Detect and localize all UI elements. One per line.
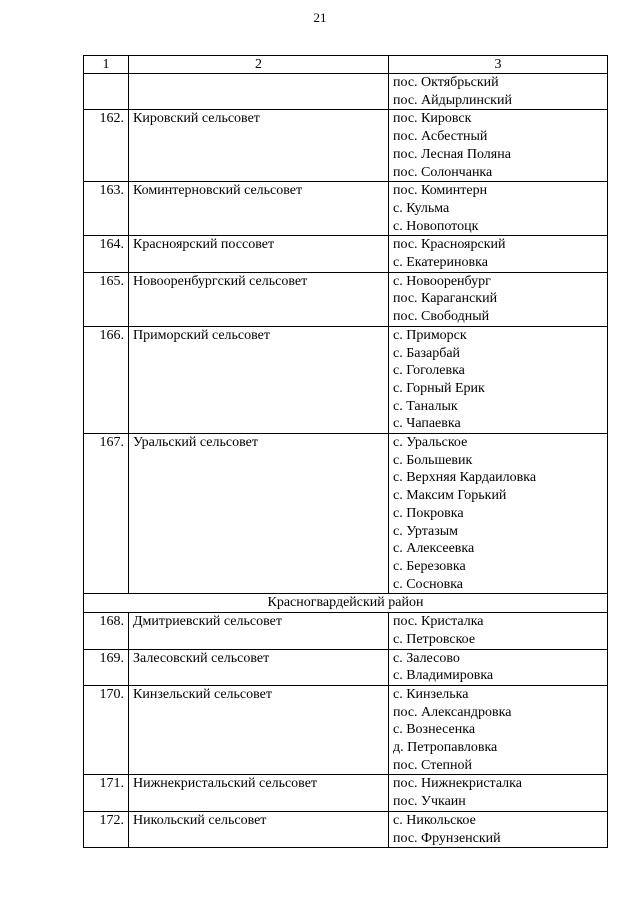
settlement-name: с. Базарбай — [393, 345, 461, 361]
table-row — [84, 685, 608, 775]
council-name: Кинзельский сельсовет — [129, 685, 389, 775]
settlement-name: пос. Кристалка — [393, 614, 484, 630]
council-name: Дмитриевский сельсовет — [129, 613, 389, 649]
settlements-cell — [389, 434, 608, 594]
settlement-name: пос. Фрунзенский — [393, 830, 501, 846]
settlement-name: с. Покровка — [393, 505, 464, 521]
settlements-cell — [389, 775, 608, 811]
settlement-name: с. Кинзелька — [393, 686, 469, 702]
settlement-name: пос. Красноярский — [393, 237, 506, 253]
table-row — [84, 434, 608, 594]
settlement-name: с. Сосновка — [393, 576, 464, 592]
settlement-name: пос. Лесная Поляна — [393, 146, 511, 162]
council-name: Кировский сельсовет — [129, 110, 389, 182]
header-col-3: 3 — [389, 56, 608, 74]
settlement-name: с. Горный Ерик — [393, 380, 485, 396]
table-row — [84, 649, 608, 685]
settlement-name: с. Большевик — [393, 452, 473, 468]
table-row — [84, 326, 608, 433]
settlements-cell — [389, 649, 608, 685]
settlement-name: с. Екатериновка — [393, 255, 488, 271]
settlement-name: с. Кульма — [393, 200, 450, 216]
council-name — [129, 74, 389, 110]
council-name: Нижнекристальский сельсовет — [129, 775, 389, 811]
table-row — [84, 613, 608, 649]
settlement-name: пос. Октябрьский — [393, 75, 499, 90]
region-header-row — [84, 594, 608, 613]
page-number: 21 — [313, 10, 327, 25]
settlement-name: с. Алексеевка — [393, 541, 475, 557]
settlement-name: пос. Александровка — [393, 704, 512, 720]
settlement-name: д. Петропавловка — [393, 740, 498, 756]
council-name: Красноярский поссовет — [129, 236, 389, 272]
table-row — [84, 272, 608, 326]
row-number: 164. — [84, 236, 129, 272]
settlement-name: с. Максим Горький — [393, 488, 507, 504]
settlement-name: с. Вознесенка — [393, 722, 476, 738]
row-number: 165. — [84, 272, 129, 326]
row-number: 168. — [84, 613, 129, 649]
row-number: 170. — [84, 685, 129, 775]
table-row — [84, 775, 608, 811]
settlement-name: с. Залесово — [393, 650, 460, 666]
settlements-cell — [389, 272, 608, 326]
table-row — [84, 182, 608, 236]
settlement-name: с. Петровское — [393, 631, 476, 647]
settlement-name: пос. Коминтерн — [393, 183, 488, 199]
council-name: Коминтерновский сельсовет — [129, 182, 389, 236]
council-name: Залесовский сельсовет — [129, 649, 389, 685]
council-name: Уральский сельсовет — [129, 434, 389, 594]
table-row — [84, 236, 608, 272]
settlement-name: с. Гоголевка — [393, 363, 465, 379]
settlements-cell — [389, 811, 608, 847]
settlement-name: с. Новооренбург — [393, 273, 491, 289]
settlement-name: с. Верхняя Кардаиловка — [393, 470, 537, 486]
header-col-1: 1 — [84, 56, 129, 74]
settlement-name: пос. Айдырлинский — [393, 92, 512, 108]
row-number: 163. — [84, 182, 129, 236]
settlement-name: с. Приморск — [393, 327, 467, 343]
council-name: Приморский сельсовет — [129, 326, 389, 433]
settlement-name: с. Чапаевка — [393, 416, 461, 432]
settlement-name: с. Уральское — [393, 435, 468, 451]
settlement-name: пос. Солончанка — [393, 164, 493, 180]
table-row — [84, 74, 608, 110]
settlements-cell — [389, 236, 608, 272]
settlements-cell — [389, 613, 608, 649]
settlements-cell — [389, 74, 608, 110]
row-number: 162. — [84, 110, 129, 182]
table-header-row — [84, 56, 608, 74]
row-number: 171. — [84, 775, 129, 811]
settlement-name: с. Никольское — [393, 812, 476, 828]
settlements-table — [83, 55, 608, 848]
settlement-name: с. Таналык — [393, 398, 458, 414]
settlement-name: пос. Свободный — [393, 309, 490, 325]
settlement-name: с. Новопотоцк — [393, 218, 479, 234]
settlements-cell — [389, 182, 608, 236]
council-name: Новооренбургский сельсовет — [129, 272, 389, 326]
row-number: 166. — [84, 326, 129, 433]
region-title: Красногвардейский район — [84, 594, 608, 613]
settlement-name: пос. Учкаин — [393, 794, 466, 810]
settlements-cell — [389, 685, 608, 775]
row-number — [84, 74, 129, 110]
table-row — [84, 811, 608, 847]
header-col-2: 2 — [129, 56, 389, 74]
council-name: Никольский сельсовет — [129, 811, 389, 847]
settlement-name: пос. Нижнекристалка — [393, 776, 522, 792]
row-number: 169. — [84, 649, 129, 685]
table-body — [84, 74, 608, 848]
row-number: 172. — [84, 811, 129, 847]
row-number: 167. — [84, 434, 129, 594]
settlement-name: пос. Степной — [393, 757, 473, 773]
settlement-name: пос. Асбестный — [393, 129, 488, 145]
settlement-name: с. Березовка — [393, 558, 466, 574]
table-row — [84, 110, 608, 182]
settlements-cell — [389, 110, 608, 182]
settlement-name: с. Владимировка — [393, 668, 494, 684]
settlement-name: с. Уртазым — [393, 523, 459, 539]
settlement-name: пос. Кировск — [393, 111, 472, 127]
settlement-name: пос. Караганский — [393, 291, 498, 307]
settlements-cell — [389, 326, 608, 433]
